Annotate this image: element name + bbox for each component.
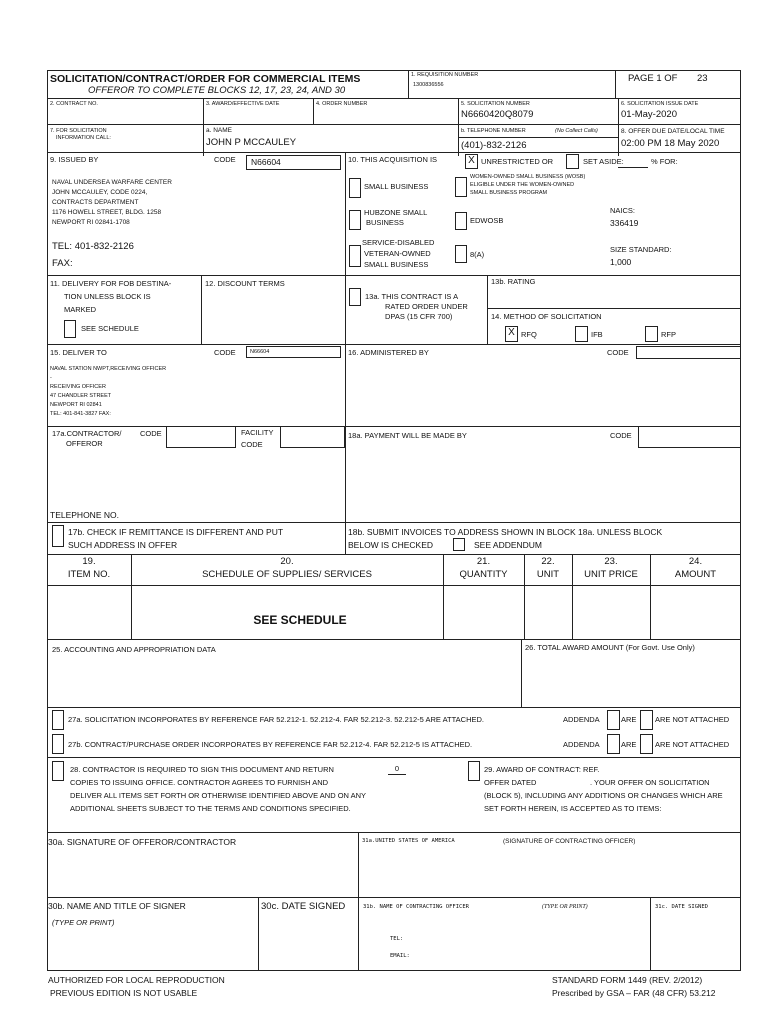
award-date-label: 3. AWARD/EFFECTIVE DATE [206,101,280,107]
award-line-3: (BLOCK 5), INCLUDING ANY ADDITIONS OR CHANGES WHICH ARE [484,791,723,800]
col-amount-num: 24. [688,556,703,567]
hubzone-label-2: BUSINESS [366,218,404,227]
delivery-label-2: TION UNLESS BLOCK IS [64,292,151,301]
see-schedule-body: SEE SCHEDULE [253,613,347,627]
contractor-sign-line-4: ADDITIONAL SHEETS SUBJECT TO THE TERMS AND CONDITIONS SPECIFIED. [70,804,351,813]
contractor-sign-checkbox[interactable] [52,761,64,781]
issued-line-3: CONTRACTS DEPARTMENT [52,199,139,206]
wosb-label-2: ELIGIBLE UNDER THE WOMEN-OWNED [470,182,575,188]
contractor-sign-line-2: COPIES TO ISSUING OFFICE. CONTRACTOR AGREES TO FURNISH AND [70,778,329,787]
invoices-label-1: 18b. SUBMIT INVOICES TO ADDRESS SHOWN IN BLOCK 18a. UNLESS BLOCK [348,527,663,537]
acquisition-label: 10. THIS ACQUISITION IS [348,155,438,164]
issue-date-value[interactable]: 01-May-2020 [621,109,677,120]
copies-count[interactable]: 0 [388,765,406,775]
col-schedule-label: SCHEDULE OF SUPPLIES/ SERVICES [202,569,372,580]
contract-ref-checkbox[interactable] [52,734,64,754]
telephone-label: b. TELEPHONE NUMBER [461,128,526,134]
col-amount-label: AMOUNT [674,569,717,580]
order-number-label: 4. ORDER NUMBER [316,101,368,107]
facility-label-1: FACILITY [241,428,274,437]
solicitation-info-label: 7. FOR SOLICITATION [50,128,107,134]
naics-value[interactable]: 336419 [610,218,639,228]
form-title: SOLICITATION/CONTRACT/ORDER FOR COMMERCIAL ITEMS [50,73,361,85]
col-unit-num: 22. [541,556,555,567]
co-date-label: 31c. DATE SIGNED [655,904,708,910]
deliver-line-4: 47 CHANDLER STREET [50,393,112,399]
award-line-4: SET FORTH HEREIN, IS ACCEPTED AS TO ITEMS: [484,804,662,813]
contact-name-label: a. NAME [206,127,233,134]
issued-line-2: JOHN MCCAULEY, CODE 0224, [52,189,148,196]
addenda-are-checkbox-a[interactable] [607,710,620,730]
sdvosb-checkbox[interactable] [349,245,361,267]
contractor-label-1: 17a.CONTRACTOR/ [52,429,122,438]
issued-by-label: 9. ISSUED BY [50,155,99,164]
rating-label: 13b. RATING [491,277,536,286]
form-frame [47,70,741,971]
co-tel-label: TEL: [390,936,404,942]
addendum-label: SEE ADDENDUM [474,540,543,550]
offer-due-label: 8. OFFER DUE DATE/LOCAL TIME [621,128,725,135]
addenda-label-a: ADDENDA [563,715,600,724]
addendum-checkbox[interactable] [453,538,465,551]
invoices-label-2: BELOW IS CHECKED [348,540,434,550]
eight-a-checkbox[interactable] [455,245,467,263]
solicitation-ref-checkbox[interactable] [52,710,64,730]
edwosb-label: EDWOSB [470,216,504,225]
col-item-num: 19. [82,556,96,567]
contractor-code-label: CODE [140,429,162,438]
total-award-label: 26. TOTAL AWARD AMOUNT (For Govt. Use Only) [525,643,695,652]
form-subtitle: OFFEROR TO COMPLETE BLOCKS 12, 17, 23, 24, AND 30 [88,85,346,96]
type-print-label: (TYPE OR PRINT) [52,918,115,927]
see-schedule-label: SEE SCHEDULE [81,324,139,333]
award-checkbox[interactable] [468,761,480,781]
requisition-value[interactable]: 1300836556 [413,82,444,88]
footer-left-2: PREVIOUS EDITION IS NOT USABLE [50,988,198,998]
deliver-to-label: 15. DELIVER TO [50,348,107,357]
deliver-code-label: CODE [214,348,236,357]
wosb-checkbox[interactable] [455,177,467,197]
hubzone-checkbox[interactable] [349,210,361,230]
are-not-label-b: ARE NOT ATTACHED [655,740,730,749]
rated-order-checkbox[interactable] [349,288,361,306]
issued-line-5: NEWPORT RI 02841-1708 [52,219,130,226]
award-line-2: OFFER DATED [484,778,537,787]
requisition-label: 1. REQUISITION NUMBER [411,72,479,78]
unrestricted-checkbox[interactable]: X [465,154,478,169]
contractor-code-box[interactable] [166,426,236,448]
discount-terms-label: 12. DISCOUNT TERMS [205,279,285,288]
offeror-signature-label: 30a. SIGNATURE OF OFFEROR/CONTRACTOR [48,837,237,847]
set-aside-checkbox[interactable] [566,154,579,169]
method-label: 14. METHOD OF SOLICITATION [491,312,602,321]
footer-left-1: AUTHORIZED FOR LOCAL REPRODUCTION [48,975,225,985]
rated-label-3: DPAS (15 CFR 700) [385,312,453,321]
deliver-line-6: TEL: 401-841-3827 FAX: [50,411,111,417]
small-business-label: SMALL BUSINESS [364,182,429,191]
rfp-label: RFP [661,330,676,339]
signer-name-label: 30b. NAME AND TITLE OF SIGNER [48,901,186,911]
set-aside-label: SET ASIDE: [583,157,624,166]
are-label-a: ARE [621,715,637,724]
are-not-label-a: ARE NOT ATTACHED [655,715,730,724]
sdvosb-label-3: SMALL BUSINESS [364,260,429,269]
rfq-checkbox[interactable]: X [505,326,518,342]
remittance-checkbox[interactable] [52,525,64,547]
admin-code-label: CODE [607,348,629,357]
remittance-label-2: SUCH ADDRESS IN OFFER [68,540,178,550]
col-unit-price-num: 23. [604,556,618,567]
wosb-label-3: SMALL BUSINESS PROGRAM [470,190,548,196]
co-signature-label: (SIGNATURE OF CONTRACTING OFFICER) [503,838,636,845]
issued-line-4: 1176 HOWELL STREET, BLDG. 1258 [52,209,162,216]
contract-no-label: 2. CONTRACT NO. [50,101,98,107]
issued-fax: FAX: [52,258,73,269]
addenda-are-not-checkbox-a[interactable] [640,710,653,730]
no-collect-calls-note: (No Collect Calls) [555,128,598,134]
remittance-label-1: 17b. CHECK IF REMITTANCE IS DIFFERENT AND PUT [68,527,284,537]
co-email-label: EMAIL: [390,953,410,959]
col-item-label: ITEM NO. [67,569,111,580]
addenda-are-checkbox-b[interactable] [607,734,620,754]
facility-code-box[interactable] [280,426,345,448]
issue-date-label: 6. SOLICITATION ISSUE DATE [621,101,699,107]
ifb-checkbox[interactable] [575,326,588,342]
type-print-label-2: (TYPE OR PRINT) [542,904,588,910]
contractor-label-2: OFFEROR [66,439,103,448]
ifb-label: IFB [591,330,603,339]
offer-due-value[interactable]: 02:00 PM 18 May 2020 [621,138,720,149]
contractor-sign-line-1: 28. CONTRACTOR IS REQUIRED TO SIGN THIS DOCUMENT AND RETURN [70,765,334,774]
rated-label-2: RATED ORDER UNDER [385,302,468,311]
admin-code-box[interactable] [636,346,741,359]
hubzone-label-1: HUBZONE SMALL [364,208,428,217]
col-quantity-label: QUANTITY [459,569,508,580]
sdvosb-label-1: SERVICE-DISABLED [362,238,435,247]
deliver-code-value: N66604 [250,349,270,355]
rfq-label: RFQ [521,330,537,339]
deliver-line-5: NEWPORT RI 02841 [50,402,102,408]
size-standard-label: SIZE STANDARD: [610,245,672,254]
date-signed-label: 30c. DATE SIGNED [261,901,346,912]
usa-label: 31a.UNITED STATES OF AMERICA [362,838,455,844]
footer-right-1: STANDARD FORM 1449 (REV. 2/2012) [552,975,703,985]
see-schedule-checkbox[interactable] [64,320,76,338]
contact-name-value[interactable]: JOHN P MCCAULEY [206,137,297,148]
telephone-value[interactable]: (401)-832-2126 [461,140,527,151]
col-unit-price-label: UNIT PRICE [584,569,638,580]
deliver-line-2: - [50,375,52,381]
edwosb-checkbox[interactable] [455,212,467,230]
solicitation-number-value[interactable]: N6660420Q8079 [461,109,534,120]
telephone-no-label: TELEPHONE NO. [50,510,119,520]
col-unit-label: UNIT [536,569,560,580]
solicitation-number-label: 5. SOLICITATION NUMBER [461,101,530,107]
are-label-b: ARE [621,740,637,749]
rated-label-1: 13a. THIS CONTRACT IS A [365,292,459,301]
award-line-2b: . YOUR OFFER ON SOLICITATION [590,778,710,787]
contractor-sign-line-3: DELIVER ALL ITEMS SET FORTH OR OTHERWISE IDENTIFIED ABOVE AND ON ANY [70,791,367,800]
addenda-are-not-checkbox-b[interactable] [640,734,653,754]
payment-code-box[interactable] [638,426,741,448]
delivery-label-1: 11. DELIVERY FOR FOB DESTINA- [50,279,172,288]
small-business-checkbox[interactable] [349,178,361,198]
award-line-1: 29. AWARD OF CONTRACT: REF. [484,765,600,774]
page-total: 23 [697,73,708,84]
pct-for-label: % FOR: [651,157,678,166]
naics-label: NAICS: [610,206,636,215]
col-quantity-num: 21. [476,556,491,567]
unrestricted-label: UNRESTRICTED OR [481,157,554,166]
payment-by-label: 18a. PAYMENT WILL BE MADE BY [348,431,467,440]
payment-code-label: CODE [610,431,632,440]
eight-a-label: 8(A) [470,250,485,259]
footer-right-2: Prescribed by GSA – FAR (48 CFR) 53.212 [552,988,716,998]
wosb-label-1: WOMEN-OWNED SMALL BUSINESS (WOSB) [470,174,586,180]
col-schedule-num: 20. [280,556,294,567]
co-name-label: 31b. NAME OF CONTRACTING OFFICER [363,904,469,910]
sdvosb-label-2: VETERAN-OWNED [364,249,431,258]
issued-line-1: NAVAL UNDERSEA WARFARE CENTER [52,179,172,186]
clause-27b: 27b. CONTRACT/PURCHASE ORDER INCORPORATES BY REFERENCE FAR 52.212-4. FAR 52.212-5 IS ATTACHED. [68,740,473,749]
size-standard-value[interactable]: 1,000 [610,257,632,267]
accounting-label: 25. ACCOUNTING AND APPROPRIATION DATA [52,645,216,654]
solicitation-info-label-2: INFORMATION CALL: [56,135,111,141]
issued-tel: TEL: 401-832-2126 [52,241,134,252]
deliver-line-3: RECEIVING OFFICER [50,384,106,390]
page-label: PAGE 1 OF [628,73,678,84]
addenda-label-b: ADDENDA [563,740,600,749]
administered-by-label: 16. ADMINISTERED BY [348,348,429,357]
delivery-label-3: MARKED [64,305,97,314]
rfp-checkbox[interactable] [645,326,658,342]
deliver-line-1: NAVAL STATION NWPT,RECEIVING OFFICER [50,366,167,372]
issued-code-value: N66604 [251,157,281,167]
facility-label-2: CODE [241,440,263,449]
clause-27a: 27a. SOLICITATION INCORPORATES BY REFERENCE FAR 52.212-1. 52.212-4. FAR 52.212-3. 52.212-5 ARE ATTACHED. [68,715,484,724]
issued-code-label: CODE [214,155,236,164]
